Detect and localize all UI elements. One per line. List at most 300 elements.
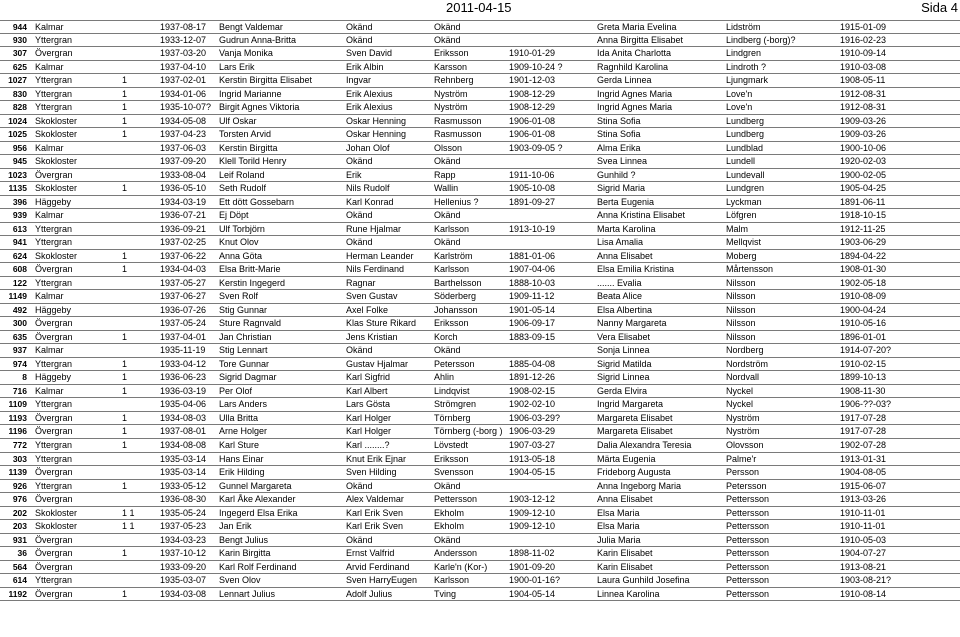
- mother-surname: Pettersson: [726, 534, 770, 545]
- flag: 1: [122, 115, 128, 126]
- mother-surname: Mellqvist: [726, 237, 762, 248]
- mother-birth-date: 1909-03-26: [840, 115, 887, 126]
- record-id: 202: [12, 507, 27, 518]
- mother-name: Lisa Amalia: [597, 237, 644, 248]
- father-name: Erik: [346, 169, 362, 180]
- mother-name: Ingrid Agnes Maria: [597, 102, 673, 113]
- child-name: Stig Lennart: [219, 345, 268, 356]
- parish: Kalmar: [35, 22, 64, 32]
- father-birth-date: 1906-03-29: [509, 426, 556, 437]
- table-row: [0, 128, 960, 142]
- father-surname: Okänd: [434, 22, 461, 32]
- page-header: [0, 0, 960, 20]
- table-row: [0, 277, 960, 291]
- mother-birth-date: 1903-06-29: [840, 237, 887, 248]
- father-surname: Eriksson: [434, 48, 469, 59]
- father-surname: Karlsson: [434, 575, 470, 586]
- parish: Yttergran: [35, 358, 73, 369]
- mother-name: Sigrid Maria: [597, 183, 646, 194]
- child-name: Karl Sture: [219, 439, 260, 450]
- father-birth-date: 1901-09-20: [509, 561, 556, 572]
- parish: Skokloster: [35, 115, 78, 126]
- father-birth-date: 1885-04-08: [509, 358, 556, 369]
- table-row: [0, 371, 960, 385]
- father-surname: Eriksson: [434, 453, 469, 464]
- father-name: Oskar Henning: [346, 129, 407, 140]
- mother-birth-date: 1908-05-11: [840, 75, 886, 86]
- record-id: 564: [12, 561, 27, 572]
- father-birth-date: 1909-12-10: [509, 507, 556, 518]
- child-name: Ulla Britta: [219, 412, 259, 423]
- father-surname: Rehnberg: [434, 75, 474, 86]
- flag: 1: [122, 588, 128, 599]
- record-id: 828: [12, 102, 27, 113]
- mother-name: Elsa Maria: [597, 507, 640, 518]
- mother-surname: Love'n: [726, 88, 753, 99]
- table-row: [0, 74, 960, 88]
- birth-date: 1933-09-20: [160, 561, 207, 572]
- father-surname: Lövstedt: [434, 439, 469, 450]
- father-birth-date: 1908-12-29: [509, 102, 556, 113]
- birth-date: 1935-10-07?: [160, 102, 212, 113]
- father-name: Karl Holger: [346, 412, 392, 423]
- records-table: [0, 20, 960, 601]
- child-name: Sture Ragnvald: [219, 318, 282, 329]
- parish: Övergran: [35, 331, 73, 342]
- mother-birth-date: 1904-07-27: [840, 548, 887, 559]
- child-name: Karl Åke Alexander: [219, 494, 296, 505]
- table-row: [0, 236, 960, 250]
- flag: 1: [122, 412, 128, 423]
- mother-surname: Nordberg: [726, 345, 764, 356]
- mother-surname: Löfgren: [726, 210, 757, 221]
- table-row: [0, 480, 960, 494]
- mother-name: ....... Evalia: [597, 277, 642, 288]
- birth-date: 1937-05-23: [160, 521, 207, 532]
- mother-name: Anna Elisabet: [597, 250, 653, 261]
- record-id: 624: [12, 250, 27, 261]
- father-name: Okänd: [346, 534, 373, 545]
- child-name: Leif Roland: [219, 169, 265, 180]
- mother-surname: Lidström: [726, 22, 761, 32]
- mother-birth-date: 1894-04-22: [840, 250, 887, 261]
- father-surname: Karlsson: [434, 223, 470, 234]
- record-id: 976: [12, 494, 27, 505]
- mother-surname: Lundblad: [726, 142, 764, 153]
- birth-date: 1937-09-20: [160, 156, 207, 167]
- mother-name: Julia Maria: [597, 534, 641, 545]
- parish: Skokloster: [35, 183, 78, 194]
- birth-date: 1937-04-23: [160, 129, 207, 140]
- mother-surname: Pettersson: [726, 521, 770, 532]
- father-name: Gustav Hjalmar: [346, 358, 409, 369]
- parish: Övergran: [35, 467, 73, 478]
- mother-name: Linnea Karolina: [597, 588, 660, 599]
- record-id: 930: [12, 34, 27, 45]
- mother-name: Nanny Margareta: [597, 318, 667, 329]
- flag: 1: [122, 358, 128, 369]
- parish: Kalmar: [35, 210, 64, 221]
- father-birth-date: 1909-12-10: [509, 521, 556, 532]
- birth-date: 1937-02-01: [160, 75, 207, 86]
- parish: Skokloster: [35, 156, 78, 167]
- parish: Kalmar: [35, 61, 64, 72]
- child-name: Ingrid Marianne: [219, 88, 282, 99]
- parish: Häggeby: [35, 372, 72, 383]
- parish: Övergran: [35, 48, 73, 59]
- child-name: Klell Torild Henry: [219, 156, 287, 167]
- parish: Yttergran: [35, 223, 73, 234]
- mother-birth-date: 1896-01-01: [840, 331, 887, 342]
- mother-name: Anna Birgitta Elisabet: [597, 34, 684, 45]
- mother-birth-date: 1912-11-25: [840, 223, 886, 234]
- flag: 1: [122, 183, 128, 194]
- mother-surname: Nilsson: [726, 291, 756, 302]
- father-name: Karl Albert: [346, 385, 388, 396]
- father-surname: Ekholm: [434, 521, 465, 532]
- father-birth-date: 1904-05-15: [509, 467, 556, 478]
- child-name: Karin Birgitta: [219, 548, 271, 559]
- birth-date: 1935-03-07: [160, 575, 207, 586]
- birth-date: 1936-06-23: [160, 372, 207, 383]
- flag: 1: [122, 372, 128, 383]
- father-surname: Rasmusson: [434, 129, 482, 140]
- child-name: Hans Einar: [219, 453, 264, 464]
- mother-surname: Moberg: [726, 250, 757, 261]
- father-surname: Petersson: [434, 358, 475, 369]
- parish: Yttergran: [35, 88, 73, 99]
- mother-name: Märta Eugenia: [597, 453, 656, 464]
- child-name: Ett dött Gossebarn: [219, 196, 295, 207]
- record-id: 941: [12, 237, 27, 248]
- father-birth-date: 1913-10-19: [509, 223, 556, 234]
- child-name: Ej Döpt: [219, 210, 249, 221]
- birth-date: 1936-07-26: [160, 304, 207, 315]
- child-name: Torsten Arvid: [219, 129, 272, 140]
- father-surname: Karsson: [434, 61, 468, 72]
- birth-date: 1937-02-25: [160, 237, 207, 248]
- father-birth-date: 1906-01-08: [509, 129, 556, 140]
- mother-name: Karin Elisabet: [597, 561, 653, 572]
- mother-name: Dalia Alexandra Teresia: [597, 439, 692, 450]
- father-name: Okänd: [346, 237, 373, 248]
- table-row: [0, 155, 960, 169]
- table-row: [0, 358, 960, 372]
- parish: Yttergran: [35, 439, 73, 450]
- flag: 1 1: [122, 507, 135, 518]
- father-surname: Okänd: [434, 534, 461, 545]
- father-surname: Okänd: [434, 237, 461, 248]
- parish: Övergran: [35, 318, 73, 329]
- mother-surname: Nilsson: [726, 331, 756, 342]
- mother-name: Anna Elisabet: [597, 494, 653, 505]
- mother-surname: Nilsson: [726, 318, 756, 329]
- record-id: 625: [12, 61, 27, 72]
- father-surname: Nyström: [434, 102, 468, 113]
- table-row: [0, 439, 960, 453]
- birth-date: 1934-08-08: [160, 439, 207, 450]
- father-name: Adolf Julius: [346, 588, 393, 599]
- mother-name: Elsa Emilia Kristina: [597, 264, 675, 275]
- table-row: [0, 412, 960, 426]
- record-id: 396: [12, 196, 27, 207]
- birth-date: 1936-09-21: [160, 223, 207, 234]
- father-name: Erik Alexius: [346, 88, 393, 99]
- father-surname: Rapp: [434, 169, 456, 180]
- table-row: [0, 317, 960, 331]
- mother-name: Alma Erika: [597, 142, 641, 153]
- parish: Övergran: [35, 561, 73, 572]
- mother-surname: Lundevall: [726, 169, 765, 180]
- father-surname: Tving: [434, 588, 457, 599]
- table-row: [0, 493, 960, 507]
- child-name: Lars Anders: [219, 399, 268, 410]
- father-name: Okänd: [346, 22, 373, 32]
- mother-name: Stina Sofia: [597, 115, 641, 126]
- table-row: [0, 331, 960, 345]
- child-name: Ulf Oskar: [219, 115, 257, 126]
- mother-name: Frideborg Augusta: [597, 467, 671, 478]
- father-surname: Rasmusson: [434, 115, 482, 126]
- father-name: Okänd: [346, 345, 373, 356]
- birth-date: 1935-03-14: [160, 467, 207, 478]
- mother-birth-date: 1917-07-28: [840, 426, 887, 437]
- mother-birth-date: 1902-07-28: [840, 439, 887, 450]
- birth-date: 1937-10-12: [160, 548, 207, 559]
- father-name: Okänd: [346, 480, 373, 491]
- mother-surname: Nordvall: [726, 372, 760, 383]
- parish: Övergran: [35, 426, 73, 437]
- record-id: 1025: [8, 129, 27, 140]
- parish: Yttergran: [35, 399, 73, 410]
- birth-date: 1937-08-01: [160, 426, 207, 437]
- mother-name: Elsa Maria: [597, 521, 640, 532]
- birth-date: 1933-08-04: [160, 169, 207, 180]
- flag: 1 1: [122, 521, 135, 532]
- child-name: Ingegerd Elsa Erika: [219, 507, 298, 518]
- mother-birth-date: 1902-05-18: [840, 277, 887, 288]
- father-name: Okänd: [346, 156, 373, 167]
- flag: 1: [122, 129, 128, 140]
- father-name: Alex Valdemar: [346, 494, 404, 505]
- father-birth-date: 1909-11-12: [509, 291, 555, 302]
- flag: 1: [122, 88, 128, 99]
- table-row: [0, 196, 960, 210]
- mother-surname: Olovsson: [726, 439, 764, 450]
- father-name: Okänd: [346, 34, 373, 45]
- mother-surname: Nyckel: [726, 385, 754, 396]
- parish: Yttergran: [35, 277, 73, 288]
- parish: Kalmar: [35, 345, 64, 356]
- table-row: [0, 304, 960, 318]
- child-name: Bengt Julius: [219, 534, 269, 545]
- mother-birth-date: 1899-10-13: [840, 372, 887, 383]
- mother-birth-date: 1906-??-03?: [840, 399, 892, 410]
- mother-birth-date: 1900-10-06: [840, 142, 887, 153]
- table-row: [0, 425, 960, 439]
- mother-surname: Persson: [726, 467, 760, 478]
- father-name: Arvid Ferdinand: [346, 561, 410, 572]
- father-surname: Törnberg (-borg ): [434, 426, 503, 437]
- father-surname: Johansson: [434, 304, 478, 315]
- father-surname: Okänd: [434, 156, 461, 167]
- parish: Övergran: [35, 494, 73, 505]
- table-row: [0, 88, 960, 102]
- print-date: 2011-04-15: [446, 0, 512, 15]
- birth-date: 1937-06-03: [160, 142, 207, 153]
- father-birth-date: 1881-01-06: [509, 250, 556, 261]
- mother-name: Margareta Elisabet: [597, 426, 673, 437]
- parish: Övergran: [35, 169, 73, 180]
- child-name: Sigrid Dagmar: [219, 372, 277, 383]
- record-id: 716: [12, 385, 27, 396]
- child-name: Seth Rudolf: [219, 183, 267, 194]
- parish: Skokloster: [35, 521, 78, 532]
- parish: Kalmar: [35, 142, 64, 153]
- parish: Yttergran: [35, 237, 73, 248]
- table-row: [0, 398, 960, 412]
- mother-birth-date: 1910-11-01: [840, 521, 886, 532]
- mother-name: Gerda Elvira: [597, 385, 648, 396]
- table-row: [0, 20, 960, 34]
- mother-name: Sigrid Linnea: [597, 372, 650, 383]
- record-id: 974: [12, 358, 27, 369]
- parish: Häggeby: [35, 196, 72, 207]
- father-name: Ernst Valfrid: [346, 548, 395, 559]
- record-id: 1027: [8, 75, 27, 86]
- parish: Yttergran: [35, 480, 73, 491]
- father-name: Rune Hjalmar: [346, 223, 402, 234]
- birth-date: 1934-01-06: [160, 88, 207, 99]
- father-name: Oskar Henning: [346, 115, 407, 126]
- table-row: [0, 588, 960, 602]
- mother-birth-date: 1910-03-08: [840, 61, 887, 72]
- father-surname: Andersson: [434, 548, 478, 559]
- record-id: 830: [12, 88, 27, 99]
- father-birth-date: 1888-10-03: [509, 277, 556, 288]
- father-surname: Strömgren: [434, 399, 477, 410]
- father-name: Erik Albin: [346, 61, 384, 72]
- father-birth-date: 1891-09-27: [509, 196, 556, 207]
- flag: 1: [122, 548, 128, 559]
- page-number: Sida 4: [921, 0, 958, 15]
- child-name: Arne Holger: [219, 426, 268, 437]
- child-name: Kerstin Birgitta: [219, 142, 278, 153]
- father-surname: Korch: [434, 331, 458, 342]
- birth-date: 1936-03-19: [160, 385, 207, 396]
- child-name: Elsa Britt-Marie: [219, 264, 281, 275]
- record-id: 300: [12, 318, 27, 329]
- table-row: [0, 209, 960, 223]
- flag: 1: [122, 439, 128, 450]
- mother-name: Ingrid Margareta: [597, 399, 664, 410]
- mother-surname: Lindgren: [726, 48, 762, 59]
- mother-birth-date: 1908-01-30: [840, 264, 887, 275]
- mother-surname: Palme'r: [726, 453, 757, 464]
- mother-birth-date: 1910-05-03: [840, 534, 887, 545]
- father-surname: Okänd: [434, 345, 461, 356]
- birth-date: 1934-05-08: [160, 115, 207, 126]
- flag: 1: [122, 480, 128, 491]
- record-id: 635: [12, 331, 27, 342]
- table-row: [0, 507, 960, 521]
- birth-date: 1936-05-10: [160, 183, 207, 194]
- mother-name: Berta Eugenia: [597, 196, 655, 207]
- mother-surname: Lyckman: [726, 196, 762, 207]
- father-surname: Barthelsson: [434, 277, 482, 288]
- flag: 1: [122, 264, 128, 275]
- parish: Övergran: [35, 534, 73, 545]
- mother-name: Sigrid Matilda: [597, 358, 652, 369]
- record-id: 122: [12, 277, 27, 288]
- father-name: Nils Ferdinand: [346, 264, 405, 275]
- father-name: Karl ........?: [346, 439, 390, 450]
- child-name: Sven Rolf: [219, 291, 259, 302]
- child-name: Kerstin Birgitta Elisabet: [219, 75, 313, 86]
- father-name: Sven HarryEugen: [346, 575, 418, 586]
- father-birth-date: 1891-12-26: [509, 372, 556, 383]
- record-id: 772: [12, 439, 27, 450]
- birth-date: 1937-08-17: [160, 22, 207, 32]
- birth-date: 1935-05-24: [160, 507, 207, 518]
- mother-name: Marta Karolina: [597, 223, 656, 234]
- father-name: Sven David: [346, 48, 393, 59]
- record-id: 492: [12, 304, 27, 315]
- parish: Skokloster: [35, 129, 78, 140]
- child-name: Tore Gunnar: [219, 358, 270, 369]
- father-surname: Törnberg: [434, 412, 471, 423]
- child-name: Anna Göta: [219, 250, 263, 261]
- table-row: [0, 534, 960, 548]
- mother-name: Beata Alice: [597, 291, 643, 302]
- child-name: Per Olof: [219, 385, 253, 396]
- birth-date: 1937-06-27: [160, 291, 207, 302]
- parish: Kalmar: [35, 385, 64, 396]
- father-birth-date: 1903-09-05 ?: [509, 142, 563, 153]
- father-birth-date: 1907-04-06: [509, 264, 556, 275]
- mother-birth-date: 1900-04-24: [840, 304, 887, 315]
- mother-surname: Pettersson: [726, 507, 770, 518]
- mother-surname: Petersson: [726, 480, 767, 491]
- father-birth-date: 1898-11-02: [509, 548, 555, 559]
- table-row: [0, 344, 960, 358]
- mother-birth-date: 1910-11-01: [840, 507, 886, 518]
- father-birth-date: 1911-10-06: [509, 169, 555, 180]
- record-id: 307: [12, 48, 27, 59]
- parish: Övergran: [35, 264, 73, 275]
- father-surname: Ahlin: [434, 372, 455, 383]
- father-surname: Karlström: [434, 250, 473, 261]
- child-name: Vanja Monika: [219, 48, 273, 59]
- father-name: Axel Folke: [346, 304, 389, 315]
- father-birth-date: 1908-02-15: [509, 385, 556, 396]
- mother-name: Karin Elisabet: [597, 548, 653, 559]
- table-row: [0, 453, 960, 467]
- flag: 1: [122, 426, 128, 437]
- mother-name: Ragnhild Karolina: [597, 61, 669, 72]
- flag: 1: [122, 331, 128, 342]
- table-row: [0, 561, 960, 575]
- father-name: Karl Konrad: [346, 196, 394, 207]
- father-birth-date: 1905-10-08: [509, 183, 556, 194]
- mother-surname: Nyckel: [726, 399, 754, 410]
- mother-name: Vera Elisabet: [597, 331, 651, 342]
- mother-surname: Malm: [726, 223, 748, 234]
- record-id: 1135: [8, 183, 27, 194]
- father-surname: Wallin: [434, 183, 459, 194]
- table-row: [0, 34, 960, 48]
- father-name: Erik Alexius: [346, 102, 393, 113]
